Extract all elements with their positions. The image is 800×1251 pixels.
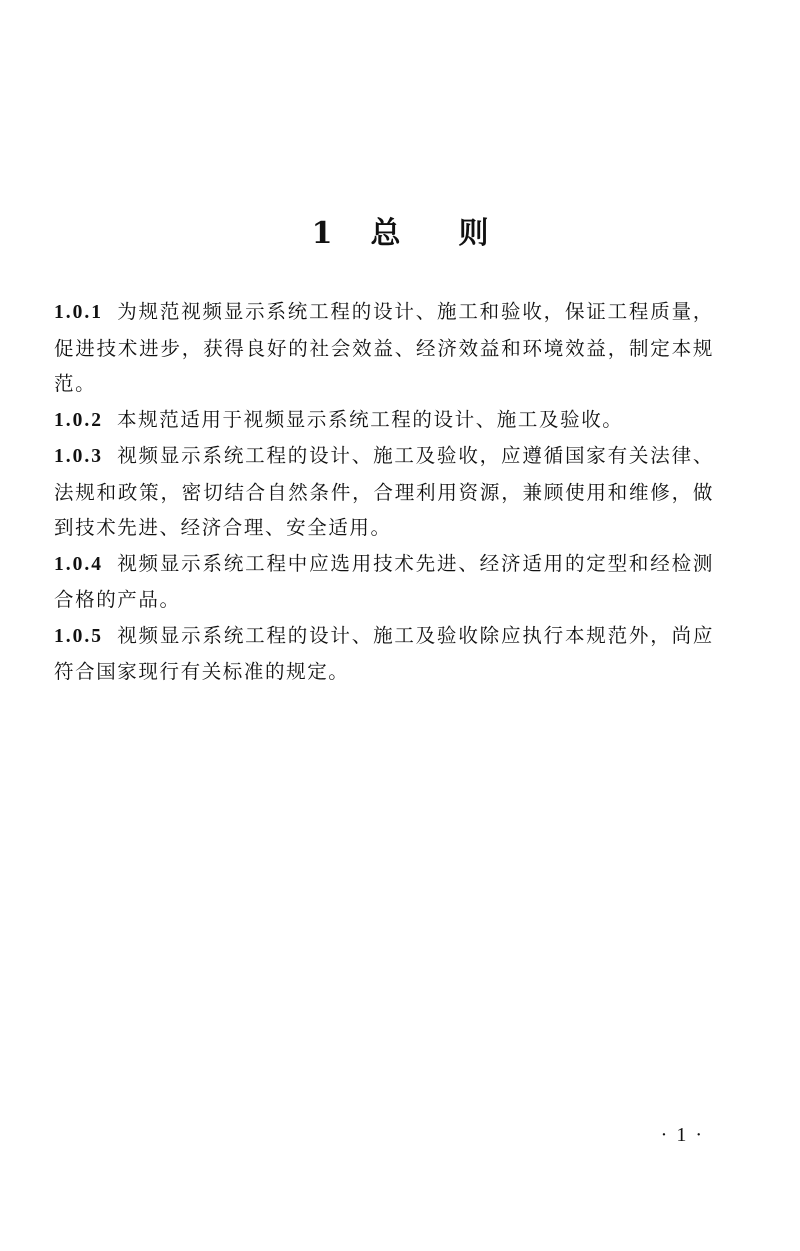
chapter-title-part-1: 总 [370,216,401,252]
clause-number: 1.0.4 [54,553,103,575]
clause-1-0-1 [54,294,714,402]
clause-text: 视频显示系统工程的设计、施工及验收，应遵循国家有关法律、法规和政策，密切结合自然条件，合理利用资源，兼顾使用和维修，做到技术先进、经济合理、安全适用。 [54,444,714,539]
clause-number: 1.0.1 [54,302,103,323]
clause-1-0-5 [54,618,714,690]
clause-text: 视频显示系统工程中应选用技术先进、经济适用的定型和经检测合格的产品。 [54,551,714,611]
clause-number: 1.0.3 [54,446,103,467]
chapter-number: 1 [311,216,333,252]
clause-text: 为规范视频显示系统工程的设计、施工和验收，保证工程质量，促进技术进步，获得良好的社会效益、经济效益和环境效益，制定本规范。 [54,300,714,395]
chapter-title-part-2: 则 [458,216,489,252]
page-number: · 1 · [660,1124,704,1146]
clause-text: 本规范适用于视频显示系统工程的设计、施工及验收。 [117,407,624,431]
clause-number: 1.0.2 [54,409,103,431]
clause-list [54,294,714,690]
clause-1-0-4 [54,546,714,618]
clause-text: 视频显示系统工程的设计、施工及验收除应执行本规范外，尚应符合国家现行有关标准的规定。 [54,623,714,683]
clause-1-0-2 [54,402,714,439]
chapter-title [0,208,800,252]
clause-1-0-3 [54,438,714,546]
clause-number: 1.0.5 [54,625,103,647]
